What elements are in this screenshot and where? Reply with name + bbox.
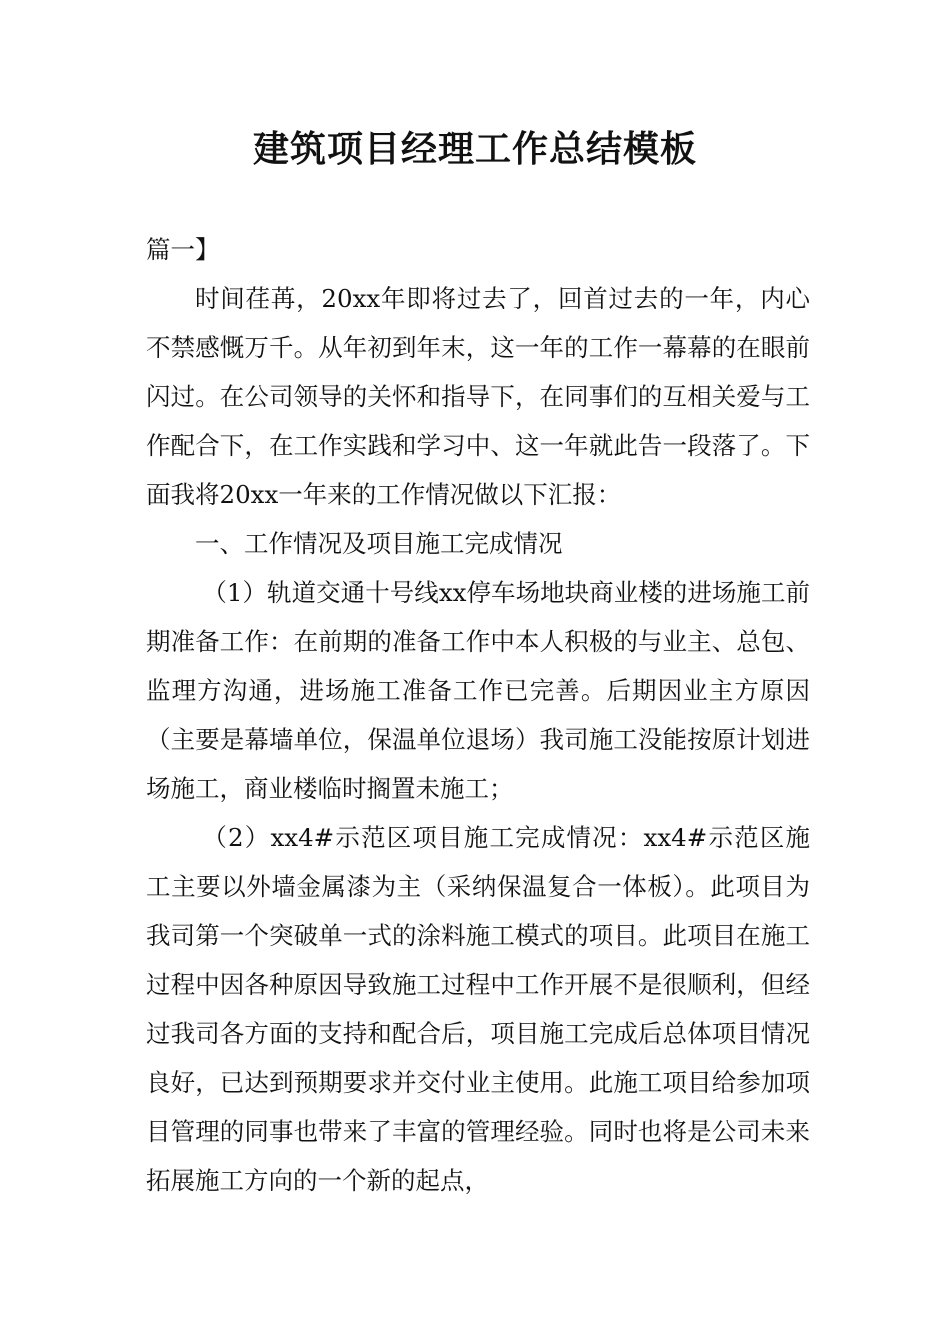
item-paragraph-1: （1）轨道交通十号线xx停车场地块商业楼的进场施工前期准备工作：在前期的准备工作中本人积极的与业主、总包、监理方沟通，进场施工准备工作已完善。后期因业主方原因（主要是幕墙单位，保温单位退场）我司施工没能按原计划进场施工，商业楼临时搁置未施工；	[146, 578, 810, 803]
section-label: 篇一】	[146, 235, 220, 264]
document-body	[146, 225, 810, 1205]
item-paragraph-2: （2）xx4#示范区项目施工完成情况：xx4#示范区施工主要以外墙金属漆为主（采纳保温复合一体板）。此项目为我司第一个突破单一式的涂料施工模式的项目。此项目在施工过程中因各种原因导致施工过程中工作开展不是很顺利，但经过我司各方面的支持和配合后，项目施工完成后总体项目情况良好，已达到预期要求并交付业主使用。此施工项目给参加项目管理的同事也带来了丰富的管理经验。同时也将是公司未来拓展施工方向的一个新的起点，	[146, 823, 810, 1195]
intro-paragraph: 时间荏苒，20xx年即将过去了，回首过去的一年，内心不禁感慨万千。从年初到年末，这一年的工作一幕幕的在眼前闪过。在公司领导的关怀和指导下，在同事们的互相关爱与工作配合下，在工作实践和学习中、这一年就此告一段落了。下面我将20xx一年来的工作情况做以下汇报：	[146, 284, 810, 509]
document-title: 建筑项目经理工作总结模板	[252, 129, 697, 170]
section-heading: 一、工作情况及项目施工完成情况	[195, 529, 563, 558]
